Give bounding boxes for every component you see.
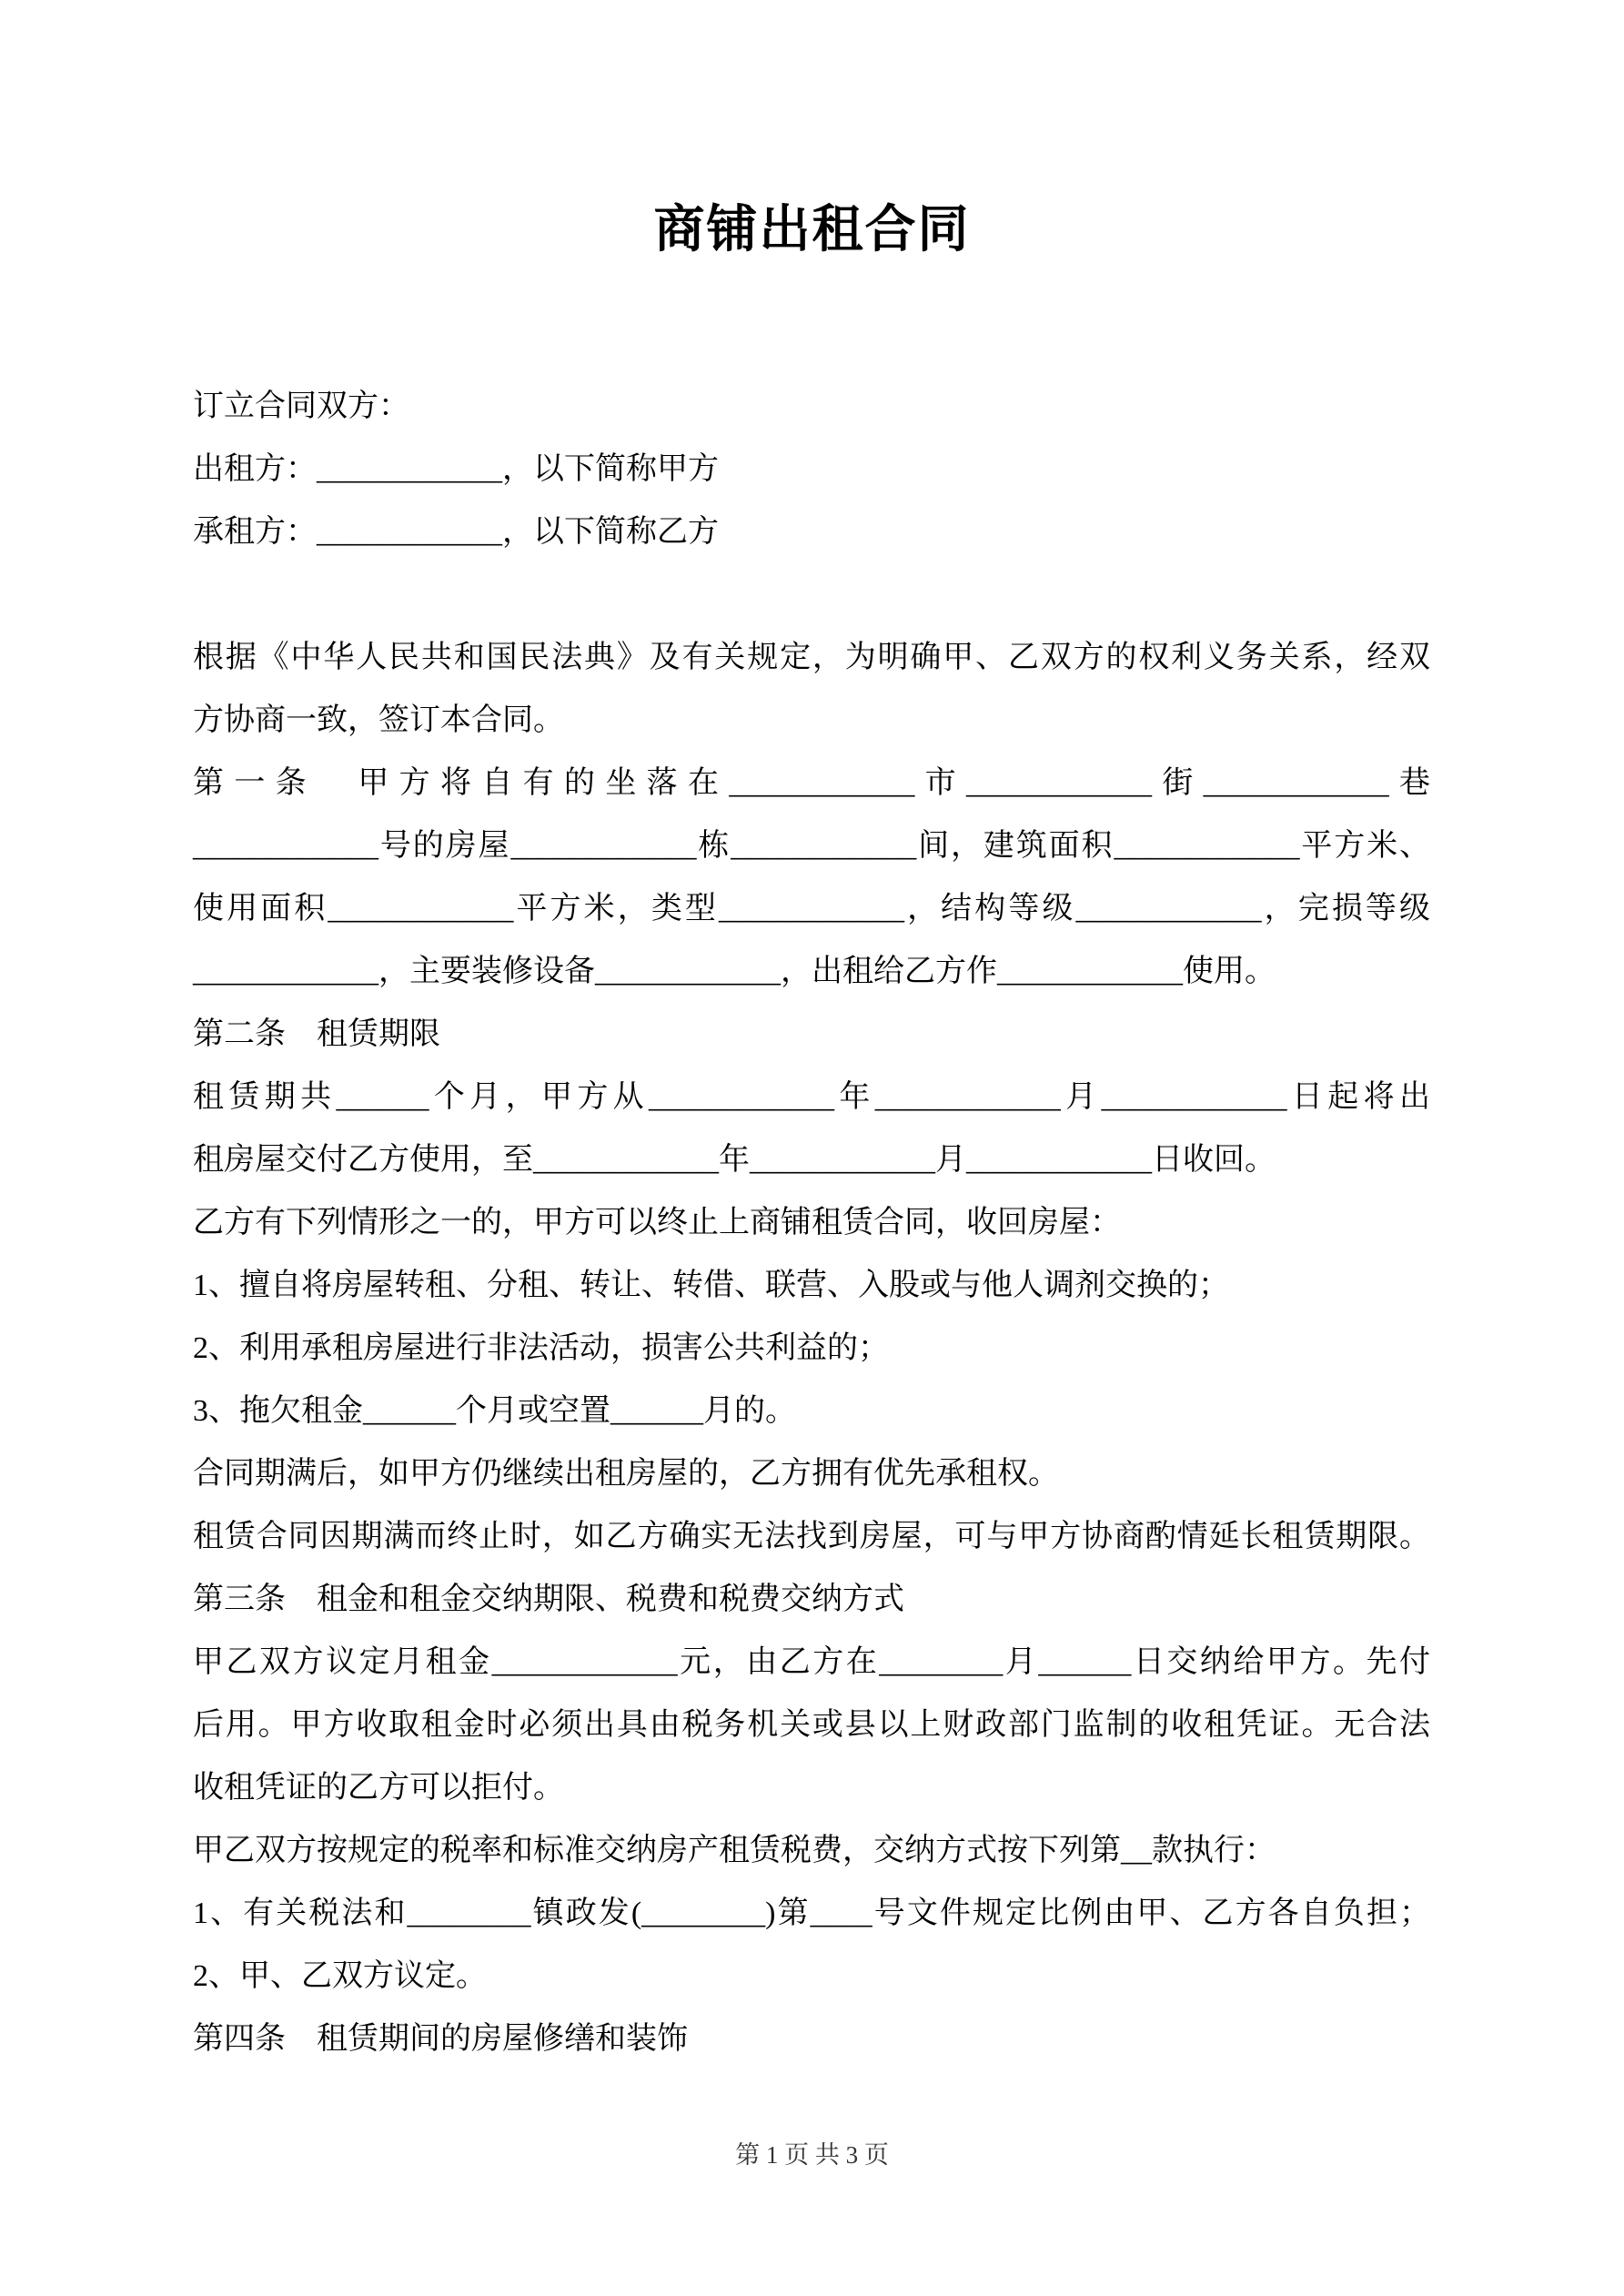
contract-line: 2、利用承租房屋进行非法活动，损害公共利益的； [193,1331,889,1365]
contract-line: 租房屋交付乙方使用，至____________年____________月____________日收回。 [193,1143,1276,1177]
contract-line: 第四条 租赁期间的房屋修缮和装饰 [193,2022,688,2056]
contract-line: 根据《中华人民共和国民法典》及有关规定，为明确甲、乙双方的权利义务关系，经双 [193,641,1430,674]
document-title: 商铺出租合同 [653,202,971,258]
contract-line: 3、拖欠租金______个月或空置______月的。 [193,1394,796,1428]
contract-line: 甲乙双方议定月租金____________元，由乙方在________月______日交纳给甲方。先付 [193,1645,1430,1679]
contract-line: 出租方：____________，以下简称甲方 [193,452,719,486]
contract-line: ____________号的房屋____________栋____________间，建筑面积____________平方米、 [193,829,1430,863]
contract-line: 第二条 租赁期限 [193,1017,440,1051]
contract-line: 订立合同双方： [193,389,409,423]
contract-line: 使用面积____________平方米，类型____________，结构等级____________，完损等级 [193,892,1430,925]
contract-body [193,375,1430,2070]
contract-line: 后用。甲方收取租金时必须出具由税务机关或县以上财政部门监制的收租凭证。无合法 [193,1708,1430,1742]
contract-line: 1、有关税法和________镇政发(________)第____号文件规定比例由甲、乙方各自负担； [193,1896,1430,1930]
contract-line: 2、甲、乙双方议定。 [193,1959,487,1993]
page-footer: 第 1 页 共 3 页 [735,2141,889,2169]
contract-line: 承租方：____________，以下简称乙方 [193,515,719,549]
contract-line: 第一条 甲方将自有的坐落在____________市____________街____________巷 [193,766,1430,800]
contract-line: 租赁合同因期满而终止时，如乙方确实无法找到房屋，可与甲方协商酌情延长租赁期限。 [193,1520,1430,1553]
contract-line: 合同期满后，如甲方仍继续出租房屋的，乙方拥有优先承租权。 [193,1457,1059,1491]
contract-line: 乙方有下列情形之一的，甲方可以终止上商铺租赁合同，收回房屋： [193,1206,1121,1239]
contract-line: 甲乙双方按规定的税率和标准交纳房产租赁税费，交纳方式按下列第__款执行： [193,1834,1276,1867]
contract-line: ____________，主要装修设备____________，出租给乙方作____________使用。 [193,955,1276,988]
contract-line: 1、擅自将房屋转租、分租、转让、转借、联营、入股或与他人调剂交换的； [193,1269,1229,1302]
contract-line: 收租凭证的乙方可以拒付。 [193,1771,564,1805]
contract-line: 租赁期共______个月，甲方从____________年____________月____________日起将出 [193,1080,1430,1114]
contract-line: 方协商一致，签订本合同。 [193,703,564,737]
contract-line: 第三条 租金和租金交纳期限、税费和税费交纳方式 [193,1583,904,1616]
contract-line [193,563,1430,626]
